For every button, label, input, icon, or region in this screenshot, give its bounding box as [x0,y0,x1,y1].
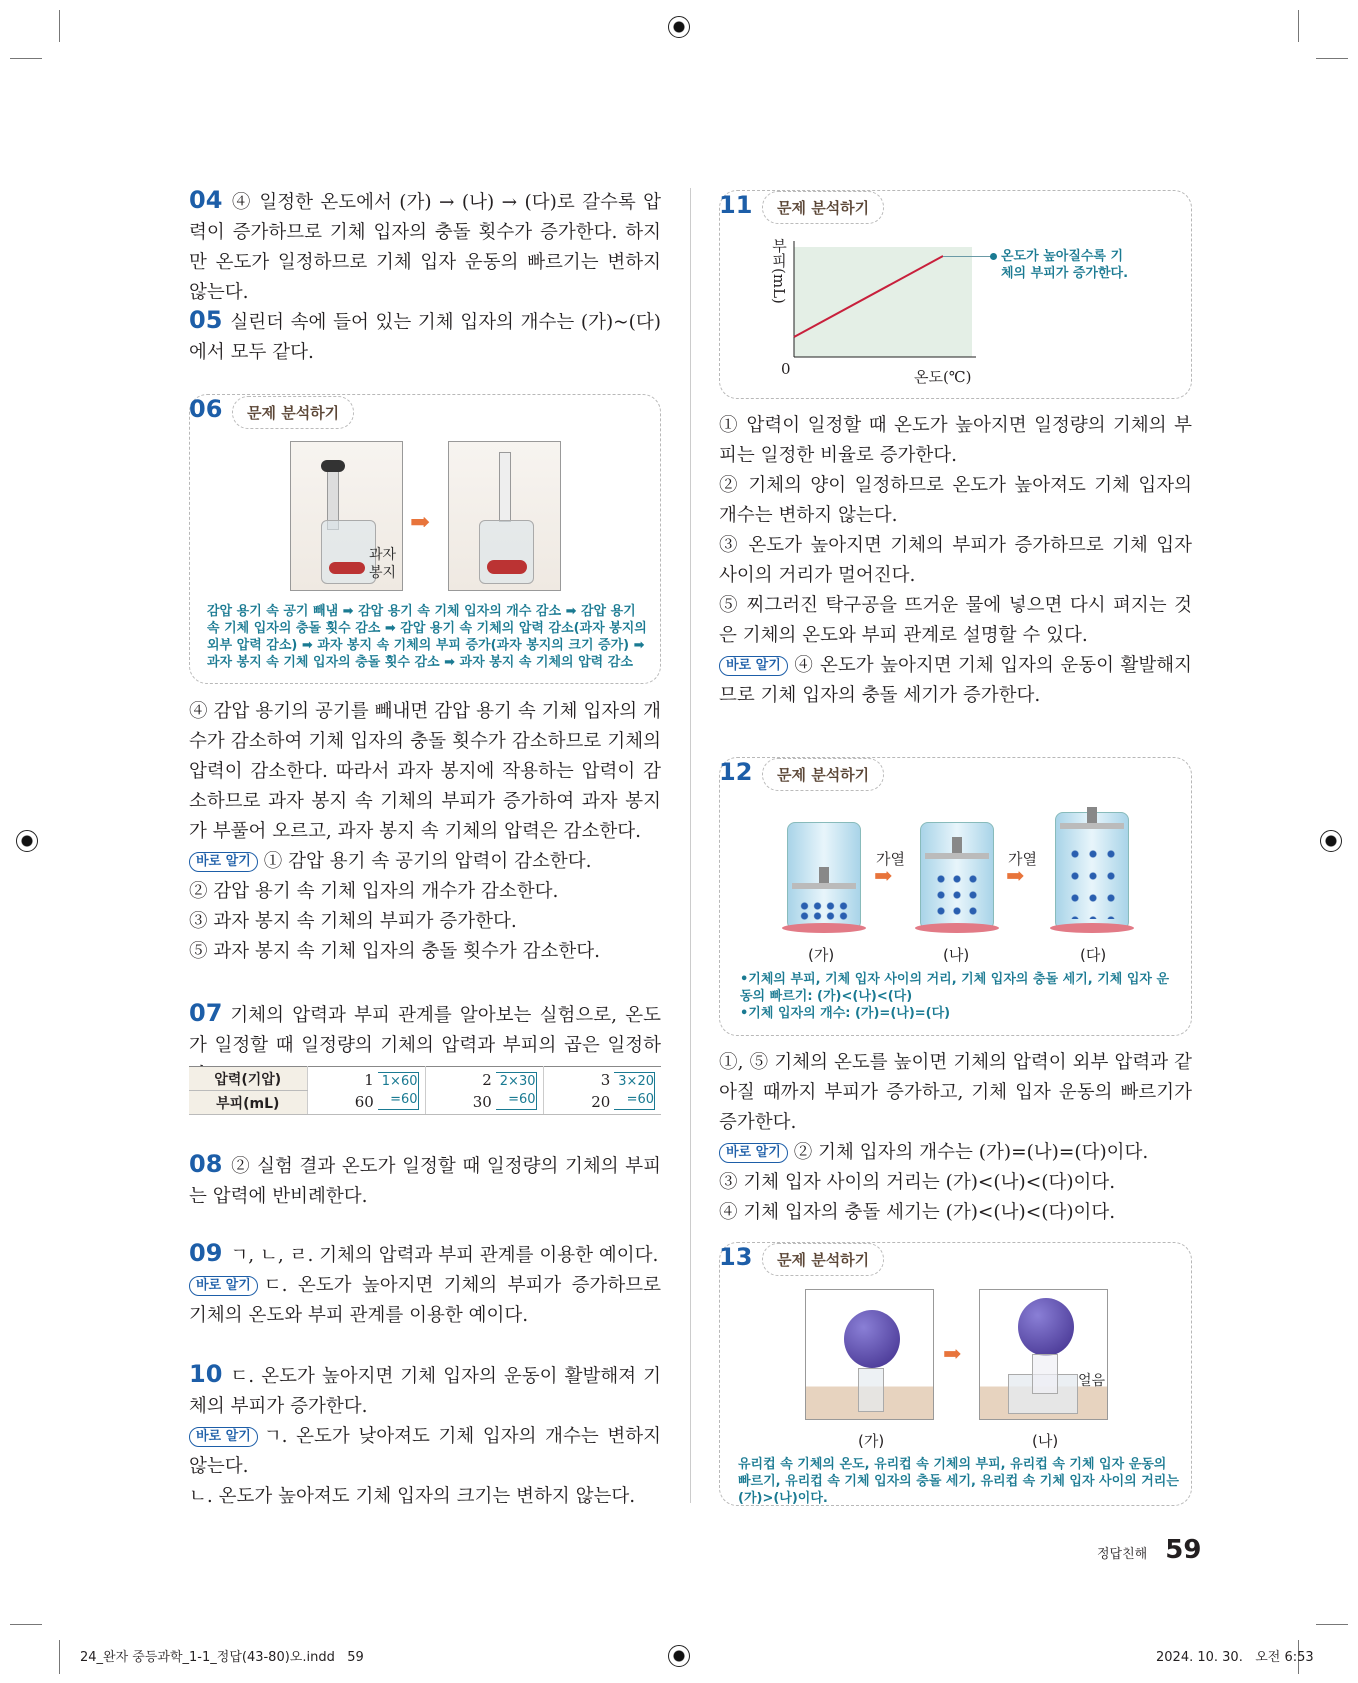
analysis-label: 문제 분석하기 [762,1243,884,1276]
photo-label: (나) [1032,1432,1059,1450]
fix-item: ㄷ. 온도가 높아지면 기체의 부피가 증가하므로 기체의 온도와 부피 관계를 이용한 예이다. [189,1275,661,1326]
pressure-value: 2 [482,1070,492,1089]
product-result: =60 [390,1091,418,1107]
answer-10 [189,1359,661,1512]
answer-text: 기체의 압력과 부피 관계를 알아보는 실험으로, 온도가 일정할 때 일정량의 기체의 압력과 부피의 곱은 일정하 [189,1005,661,1056]
registration-mark-icon [668,16,690,38]
cylinder-label: (나) [943,946,970,964]
answer-text: ② 실험 결과 온도가 일정할 때 일정량의 기체의 부피는 압력에 반비례한다. [189,1156,661,1207]
row-header: 부피(mL) [189,1091,307,1115]
correction-badge: 바로 알기 [189,1427,258,1447]
correction-badge: 바로 알기 [189,852,258,872]
fix-item: ③ 과자 봉지 속 기체의 부피가 증가한다. [189,911,517,932]
print-slug-date: 2024. 10. 30. 오전 6:53 [1156,1650,1314,1665]
volume-value: 20 [591,1092,611,1111]
section-label: 정답친해 [1097,1547,1148,1562]
answer-08 [189,1149,661,1212]
analysis-caption: 유리컵 속 기체의 온도, 유리컵 속 기체의 부피, 유리컵 속 기체 입자 운동의 빠르기, 유리컵 속 기체 입자의 충돌 세기, 유리컵 속 기체 입자 사이의 거리는 (가)>(나)이다. [738,1457,1179,1506]
heat-label: 가열 [1008,850,1037,868]
photo-balloon-cup-a [805,1289,934,1420]
crop-mark [59,10,60,42]
fix-item: ② 기체 입자의 개수는 (가)=(나)=(다)이다. [793,1142,1149,1163]
volume-value: 30 [472,1092,492,1111]
arrow-right-icon: ➡ [1006,864,1025,889]
fix-item: ④ 기체 입자의 충돌 세기는 (가)<(나)<(다)이다. [719,1202,1116,1223]
question-number: 12 [719,758,753,786]
answer-12 [719,1048,1192,1228]
photo-vacuum-container-after [448,441,561,591]
answer-text: ㄱ, ㄴ, ㄹ. 기체의 압력과 부피 관계를 이용한 예이다. [230,1245,659,1266]
answer-text: 실린더 속에 들어 있는 기체 입자의 개수는 (가)~(다)에서 모두 같다. [189,312,661,363]
table-cell [543,1067,661,1115]
volume-value: 60 [354,1092,374,1111]
question-number: 07 [189,999,223,1027]
fix-item: ⑤ 과자 봉지 속 기체 입자의 충돌 횟수가 감소한다. [189,941,600,962]
question-number: 04 [189,186,223,214]
crop-mark [1316,58,1348,59]
cylinder-a [787,822,861,930]
registration-mark-icon [1320,830,1342,852]
registration-mark-icon [668,1645,690,1667]
answer-06-text: ④ 감압 용기의 공기를 빼내면 감압 용기 속 기체 입자의 개수가 감소하여 기체 입자의 충돌 횟수가 감소하므로 기체의 압력이 감소한다. 따라서 과자 봉지에 작용하는 압력이 감소하므로 과자 봉지 속 기체의 부피가 증가하여 과자 봉지가 부풀어 오르고, 과자 봉지 속 기체의 압력은 감소한다. [189,701,661,842]
fix-item: ② 감압 용기 속 기체 입자의 개수가 감소한다. [189,881,559,902]
question-number: 05 [189,306,223,334]
callout-line [943,256,991,257]
page-number: 59 [1165,1535,1202,1565]
cylinder-b [920,822,994,930]
crop-mark [1298,10,1299,42]
fix-item: ㄱ. 온도가 낮아져도 기체 입자의 개수는 변하지 않는다. [189,1426,661,1477]
photo-balloon-cup-b [979,1289,1108,1420]
registration-mark-icon [16,830,38,852]
origin-label: 0 [781,360,791,378]
answer-06-header [189,395,230,423]
photo-vacuum-container-before [290,441,403,591]
print-slug-file: 24_완자 중등과학_1-1_정답(43-80)오.indd 59 [80,1650,364,1665]
analysis-label: 문제 분석하기 [232,396,354,429]
question-number: 08 [189,1150,223,1178]
crop-mark [59,1640,60,1674]
analysis-label: 문제 분석하기 [762,758,884,791]
question-number: 09 [189,1239,223,1267]
pressure-value: 1 [364,1070,374,1089]
product-calc: 2×30 [499,1073,536,1089]
answer-item: ③ 온도가 높아지면 기체의 부피가 증가하므로 기체 입자 사이의 거리가 멀어진다. [719,535,1192,586]
analysis-label: 문제 분석하기 [762,191,884,224]
answer-09 [189,1238,661,1331]
product-calc: 3×20 [618,1073,654,1089]
correction-badge: 바로 알기 [189,1276,258,1296]
graph-area [794,247,972,357]
product-result: =60 [626,1091,654,1107]
arrow-right-icon: ➡ [943,1342,962,1367]
arrow-right-icon: ➡ [410,508,431,536]
graph-note: 온도가 높아질수록 기체의 부피가 증가한다. [1001,249,1129,281]
heat-label: 가열 [876,850,905,868]
table-cell [307,1067,425,1115]
cylinder-label: (가) [808,946,835,964]
table-cell [425,1067,543,1115]
fix-item: ④ 온도가 높아지면 기체 입자의 운동이 활발해지므로 기체 입자의 충돌 세기가 증가한다. [719,655,1192,706]
correction-badge: 바로 알기 [719,656,788,676]
correction-badge: 바로 알기 [719,1143,788,1163]
cylinder-c [1055,812,1129,930]
question-number: 10 [189,1360,223,1388]
fix-item: ㄴ. 온도가 높아져도 기체 입자의 크기는 변하지 않는다. [189,1486,636,1507]
callout-dot-icon [990,253,997,260]
answer-item: ② 기체의 양이 일정하므로 온도가 높아져도 기체 입자의 개수는 변하지 않는다. [719,475,1192,526]
answer-item: ⑤ 찌그러진 탁구공을 뜨거운 물에 넣으면 다시 펴지는 것은 기체의 온도와 부피 관계로 설명할 수 있다. [719,595,1192,646]
arrow-right-icon: ➡ [874,864,893,889]
column-divider [690,188,691,1503]
question-number: 11 [719,191,753,219]
ice-label: 얼음 [1078,1373,1106,1389]
crop-mark [1316,1624,1348,1625]
answer-11-items [719,411,1192,711]
fix-item: ① 감압 용기 속 공기의 압력이 감소한다. [263,851,592,872]
page-footer [1097,1535,1201,1565]
answer-05 [189,305,661,368]
snack-bag-label: 과자 봉지 [369,547,397,581]
x-axis-label: 온도(℃) [914,368,972,386]
question-number: 06 [189,395,223,423]
answer-text: ①, ⑤ 기체의 온도를 높이면 기체의 압력이 외부 압력과 같아질 때까지 부피가 증가하고, 기체 입자 운동의 빠르기가 증가한다. [719,1052,1192,1133]
product-calc: 1×60 [381,1073,418,1089]
cylinder-label: (다) [1080,946,1107,964]
pressure-value: 3 [600,1070,611,1089]
analysis-note: •기체 입자의 개수: (가)=(나)=(다) [740,1006,951,1021]
answer-item: ① 압력이 일정할 때 온도가 높아지면 일정량의 기체의 부피는 일정한 비율로 증가한다. [719,415,1192,466]
question-number: 13 [719,1243,753,1271]
analysis-caption: 감압 용기 속 공기 빼냄 ➡ 감압 용기 속 기체 입자의 개수 감소 ➡ 감압 용기 속 기체 입자의 충돌 횟수 감소 ➡ 감압 용기 속 기체의 압력 감소(과자 봉지의 외부 압력 감소) ➡ 과자 봉지 속 기체의 부피 증가(과자 봉지의 크기 증가) ➡ 과자 봉지 속 기체 입자의 충돌 횟수 감소 ➡ 과자 봉지 속 기체의 압력 감소 [207,604,647,670]
product-result: =60 [508,1091,536,1107]
answer-06-fixes [189,847,661,967]
crop-mark [10,1624,42,1625]
analysis-notes [740,971,1180,1022]
fix-item: ③ 기체 입자 사이의 거리는 (가)<(나)<(다)이다. [719,1172,1116,1193]
y-axis-label: 부피(mL) [770,238,788,304]
crop-mark [10,58,42,59]
pressure-volume-table [189,1066,661,1115]
answer-04 [189,185,661,308]
photo-label: (가) [858,1432,885,1450]
answer-text: ㄷ. 온도가 높아지면 기체 입자의 운동이 활발해져 기체의 부피가 증가한다. [189,1366,661,1417]
row-header: 압력(기압) [189,1067,307,1091]
answer-text: ④ 일정한 온도에서 (가) → (나) → (다)로 갈수록 압력이 증가하므로 기체 입자의 충돌 횟수가 증가한다. 하지만 온도가 일정하므로 기체 입자 운동의 빠르기는 변하지 않는다. [189,192,661,303]
analysis-note: •기체의 부피, 기체 입자 사이의 거리, 기체 입자의 충돌 세기, 기체 입자 운동의 빠르기: (가)<(나)<(다) [740,972,1170,1004]
